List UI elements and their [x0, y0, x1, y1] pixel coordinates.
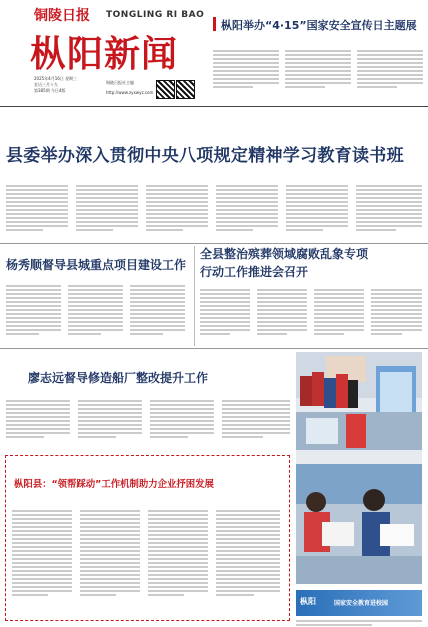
- lead-article-text: [6, 183, 422, 241]
- top-right-text: [213, 48, 423, 102]
- top-right-title-bar: [213, 17, 216, 31]
- masthead-pinyin: TONGLING RI BAO: [106, 10, 205, 20]
- masthead-date: 2025年4月16日 星期三: [34, 76, 78, 81]
- left-mid-text: [6, 283, 186, 343]
- column-brand: 枞阳: [300, 597, 316, 606]
- headline-right-mid-1: 全县整治殡葬领域腐败乱象专项: [200, 247, 369, 261]
- lead-divider: [0, 243, 428, 244]
- qr-code-2: [176, 80, 195, 99]
- masthead-divider: [0, 106, 428, 107]
- headline-lead: 县委举办深入贯彻中央八项规定精神学习教育读书班: [6, 146, 404, 166]
- headline-right-mid-2: 行动工作推进会召开: [200, 265, 309, 279]
- headline-top-right: 枞阳举办“4·15”国家安全宣传日主题展: [221, 19, 417, 32]
- mid-divider: [0, 348, 428, 349]
- headline-left-mid: 杨秀顺督导县城重点项目建设工作: [6, 258, 187, 272]
- masthead-brand-small: 铜陵日报: [34, 8, 90, 24]
- mid-column-divider: [194, 246, 195, 346]
- column-title: 国家安全教育进校园: [334, 600, 389, 607]
- masthead-edition-2: 第385期 今日4版: [34, 88, 66, 93]
- feature-text: [12, 508, 282, 614]
- headline-feature: 枞阳县：“领帮踩动”工作机制助力企业抒困发展: [14, 479, 214, 490]
- masthead-sponsor: 铜陵日报社主编: [106, 80, 134, 85]
- qr-code-1: [156, 80, 175, 99]
- right-mid-text: [200, 287, 422, 345]
- school-safety-photo: [296, 352, 422, 584]
- lower-left-text: [6, 398, 290, 446]
- masthead-edition-1: 农历三月十九: [34, 82, 58, 87]
- headline-lower-left: 廖志远督导修造船厂整改提升工作: [28, 371, 209, 385]
- masthead-website[interactable]: http://www.zyxwyz.com: [106, 90, 154, 95]
- masthead-title: 枞阳新闻: [30, 33, 179, 75]
- column-text: [296, 618, 422, 626]
